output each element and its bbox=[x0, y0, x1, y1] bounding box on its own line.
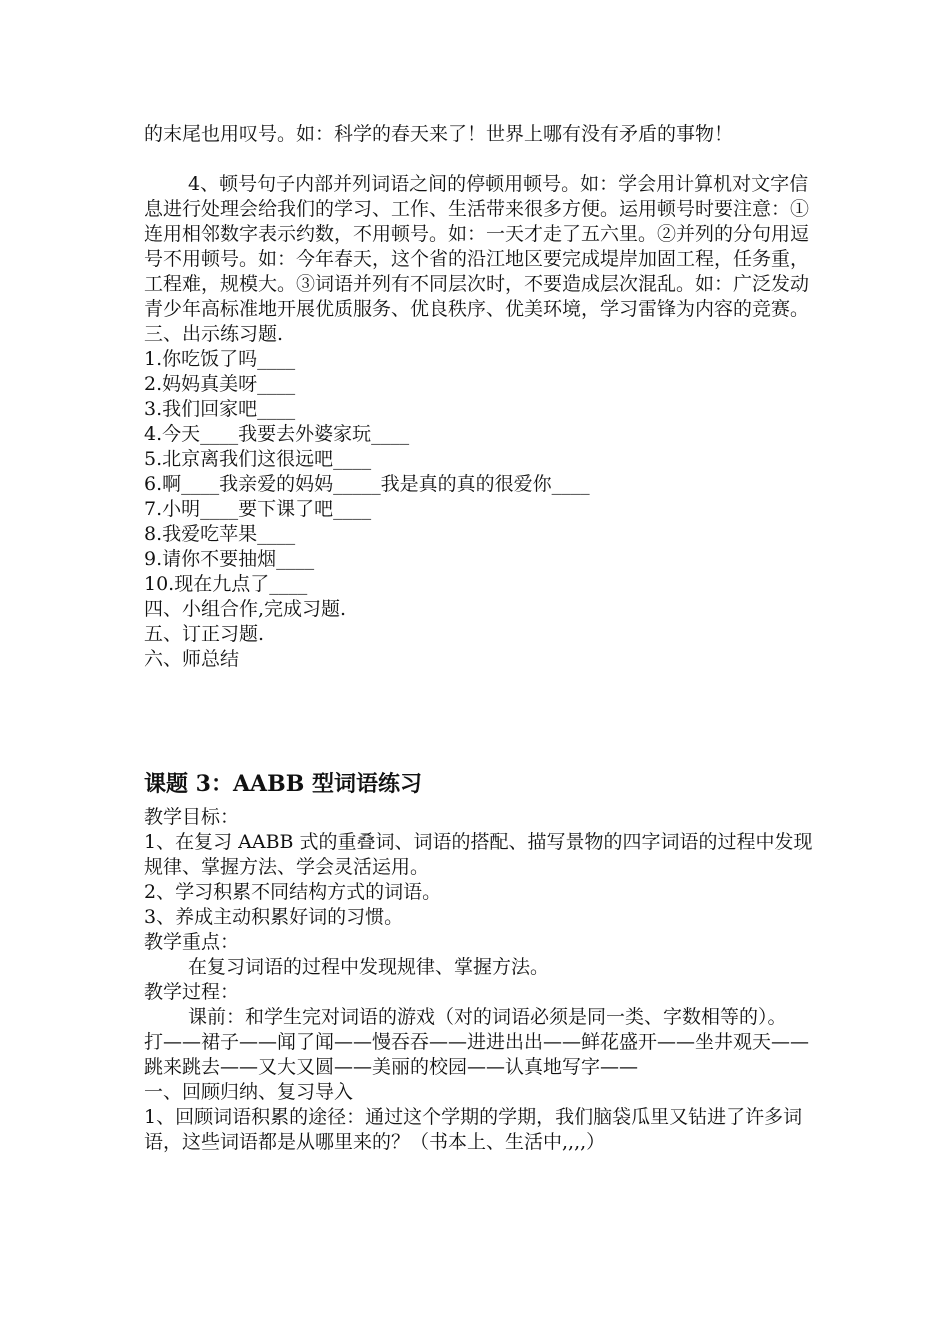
goal-2: 2、学习积累不同结构方式的词语。 bbox=[144, 881, 442, 903]
page-content bbox=[144, 0, 814, 1155]
step-6-heading: 六、师总结 bbox=[144, 648, 240, 670]
paragraph-dunhao: 4、顿号句子内部并列词语之间的停顿用顿号。如：学会用计算机对文字信息进行处理会给我们的学习、工作、生活带来很多方便。运用顿号时要注意：①连用相邻数字表示约数，不用顿号。如：一天才走了五六里。②并列的分句用逗号不用顿号。如：今年春天，这个省的沿江地区要完成堤岸加固工程，任务重，工程难，规模大。③词语并列有不同层次时，不要造成层次混乱。如：广泛发动青少年高标准地开展优质服务、优良秩序、优美环境，学习雷锋为内容的竞赛。 bbox=[144, 173, 810, 320]
goals-label: 教学目标： bbox=[144, 806, 240, 828]
step-3-heading: 三、出示练习题. bbox=[144, 323, 284, 345]
step-5-heading: 五、订正习题. bbox=[144, 623, 265, 645]
focus-label: 教学重点： bbox=[144, 931, 240, 953]
exercise-item: 8.我爱吃苹果____ bbox=[144, 523, 296, 545]
exercise-item: 3.我们回家吧____ bbox=[144, 398, 296, 420]
exercise-item: 2.妈妈真美呀____ bbox=[144, 373, 296, 395]
exercise-list bbox=[144, 347, 814, 597]
word-chain: 打——裙子——闻了闻——慢吞吞——进进出出——鲜花盛开——坐井观天——跳来跳去——又大又圆——美丽的校园——认真地写字—— bbox=[144, 1031, 810, 1078]
goal-1: 1、在复习 AABB 式的重叠词、词语的搭配、描写景物的四字词语的过程中发现规律、掌握方法、学会灵活运用。 bbox=[144, 831, 813, 878]
step-4-heading: 四、小组合作,完成习题. bbox=[144, 598, 347, 620]
exercise-item: 10.现在九点了____ bbox=[144, 573, 308, 595]
paragraph-exclamation-end: 的末尾也用叹号。如：科学的春天来了！世界上哪有没有矛盾的事物！ bbox=[144, 123, 734, 145]
exercise-item: 5.北京离我们这很远吧____ bbox=[144, 448, 372, 470]
step-1-heading: 一、回顾归纳、复习导入 bbox=[144, 1081, 354, 1103]
exercise-item: 9.请你不要抽烟____ bbox=[144, 548, 315, 570]
focus-text: 在复习词语的过程中发现规律、掌握方法。 bbox=[188, 956, 550, 978]
goal-3: 3、养成主动积累好词的习惯。 bbox=[144, 906, 404, 928]
lesson-title: 课题 3：AABB 型词语练习 bbox=[144, 771, 422, 797]
exercise-item: 4.今天____我要去外婆家玩____ bbox=[144, 423, 410, 445]
pre-class-activity: 课前：和学生完对词语的游戏（对的词语必须是同一类、字数相等的）。 bbox=[188, 1006, 787, 1028]
exercise-item: 6.啊____我亲爱的妈妈_____我是真的真的很爱你____ bbox=[144, 473, 590, 495]
exercise-item: 7.小明____要下课了吧____ bbox=[144, 498, 372, 520]
exercise-item: 1.你吃饭了吗____ bbox=[144, 348, 296, 370]
review-paragraph: 1、回顾词语积累的途径：通过这个学期的学期，我们脑袋瓜里又钻进了许多词语，这些词语都是从哪里来的？（书本上、生活中,,,,） bbox=[144, 1106, 803, 1153]
process-label: 教学过程： bbox=[144, 981, 240, 1003]
